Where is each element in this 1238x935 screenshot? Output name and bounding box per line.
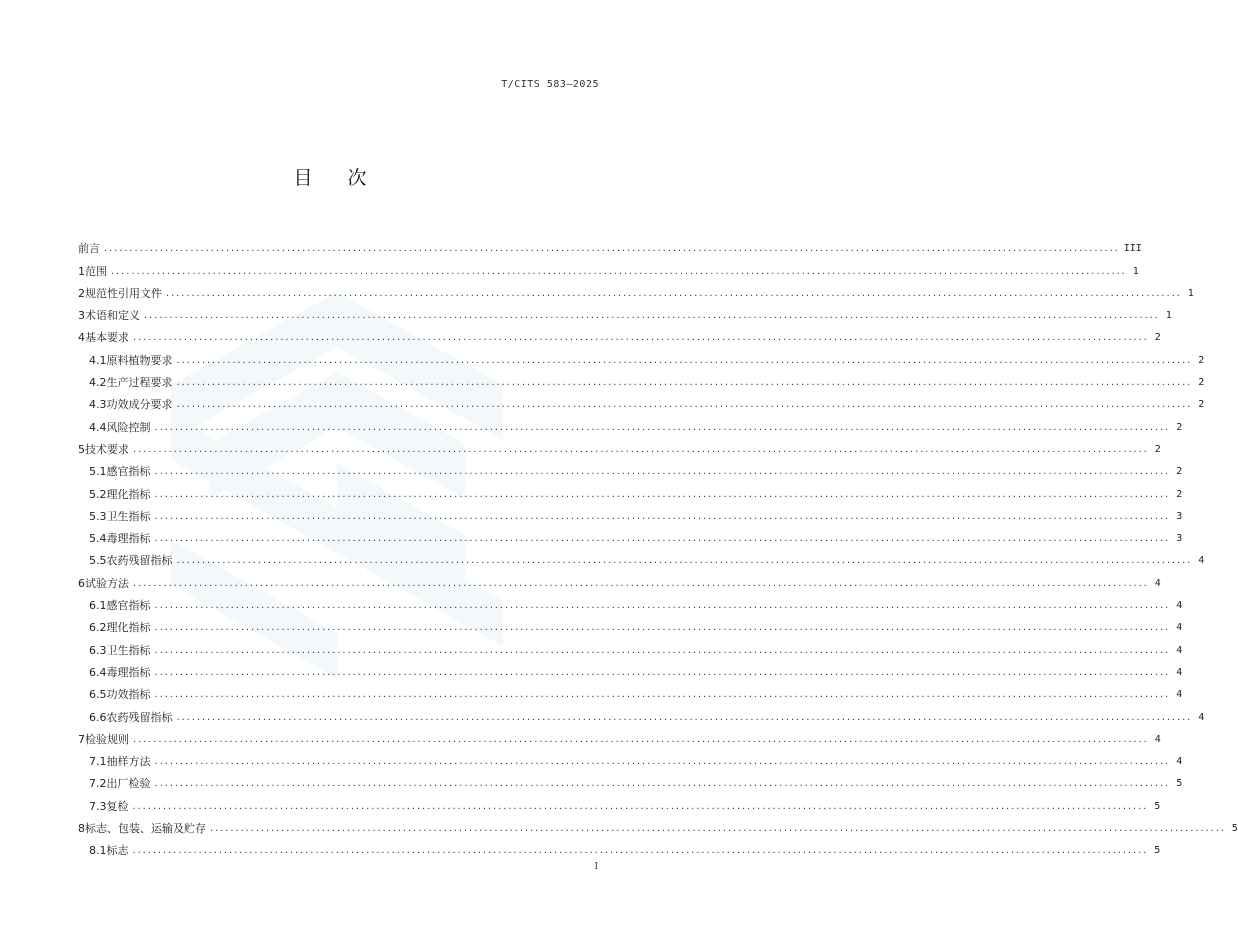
toc-entry[interactable] — [78, 345, 1205, 367]
toc-leader-dots: ........................................................................................................................................................................................................ — [133, 332, 1149, 344]
toc-leader-dots: ........................................................................................................................................................................................................ — [133, 733, 1149, 745]
toc-entry[interactable] — [78, 479, 1183, 501]
toc-entry-number: 5 — [78, 442, 85, 456]
toc-entry-number: 4.2 — [89, 376, 107, 390]
toc-leader-dots: ........................................................................................................................................................................................................ — [176, 354, 1193, 366]
toc-entry[interactable] — [78, 368, 1205, 390]
toc-entry-number: 6.2 — [89, 621, 107, 635]
toc-entry-page: 1 — [1132, 265, 1139, 277]
table-of-contents — [78, 234, 1238, 858]
toc-entry-page: 4 — [1198, 711, 1205, 723]
toc-entry-label: 前言 — [78, 242, 100, 256]
toc-entry-label: 标志 — [106, 844, 129, 858]
toc-entry-label: 功效指标 — [106, 688, 151, 702]
toc-entry-label: 复检 — [106, 799, 129, 813]
toc-entry-page: 2 — [1154, 332, 1161, 344]
toc-entry[interactable] — [78, 435, 1161, 457]
toc-entry[interactable] — [78, 725, 1161, 747]
toc-entry-page: 4 — [1176, 622, 1183, 634]
toc-entry-page: 4 — [1176, 689, 1183, 701]
toc-leader-dots: ........................................................................................................................................................................................................ — [154, 466, 1171, 478]
toc-entry-label: 检验规则 — [85, 732, 129, 746]
toc-leader-dots: ........................................................................................................................................................................................................ — [176, 377, 1193, 389]
toc-entry-label: 农药残留指标 — [106, 710, 173, 724]
toc-entry-label: 卫生指标 — [106, 643, 151, 657]
toc-entry-page: 4 — [1176, 666, 1183, 678]
toc-entry-number: 6.5 — [89, 688, 107, 702]
toc-entry-label: 毒理指标 — [106, 532, 151, 546]
toc-entry-number: 4 — [78, 331, 85, 345]
toc-entry-label: 基本要求 — [85, 331, 129, 345]
toc-entry-page: 1 — [1187, 287, 1194, 299]
toc-entry-label: 技术要求 — [85, 442, 129, 456]
toc-leader-dots: ........................................................................................................................................................................................................ — [144, 310, 1160, 322]
toc-entry-number: 5.5 — [89, 554, 107, 568]
toc-entry-label: 出厂检验 — [106, 777, 151, 791]
toc-entry-label: 标志、包装、运输及贮存 — [85, 822, 206, 836]
toc-entry-number: 3 — [78, 309, 85, 323]
toc-entry-page: 4 — [1154, 733, 1161, 745]
toc-entry-number: 6.3 — [89, 643, 107, 657]
toc-leader-dots: ........................................................................................................................................................................................................ — [154, 689, 1171, 701]
toc-leader-dots: ........................................................................................................................................................................................................ — [154, 666, 1171, 678]
toc-entry[interactable] — [78, 234, 1142, 256]
toc-leader-dots: ........................................................................................................................................................................................................ — [176, 555, 1193, 567]
toc-entry[interactable] — [78, 658, 1183, 680]
toc-entry-number: 5.2 — [89, 487, 107, 501]
toc-entry-number: 8.1 — [89, 844, 107, 858]
toc-entry-page: 5 — [1176, 778, 1183, 790]
toc-entry[interactable] — [78, 680, 1183, 702]
toc-entry[interactable] — [78, 613, 1183, 635]
toc-leader-dots: ........................................................................................................................................................................................................ — [154, 778, 1171, 790]
toc-entry-page: 3 — [1176, 510, 1183, 522]
toc-entry-page: 2 — [1176, 488, 1183, 500]
toc-leader-dots: ........................................................................................................................................................................................................ — [154, 533, 1171, 545]
toc-entry-page: 2 — [1198, 399, 1205, 411]
toc-entry-label: 感官指标 — [106, 465, 151, 479]
toc-entry-label: 理化指标 — [106, 487, 151, 501]
toc-leader-dots: ........................................................................................................................................................................................................ — [176, 399, 1193, 411]
toc-entry[interactable] — [78, 591, 1183, 613]
toc-leader-dots: ........................................................................................................................................................................................................ — [154, 488, 1171, 500]
toc-entry[interactable] — [78, 568, 1161, 590]
page-title — [0, 163, 661, 190]
title-char-2: 次 — [347, 167, 368, 189]
toc-entry-label: 毒理指标 — [106, 665, 151, 679]
toc-entry[interactable] — [78, 702, 1205, 724]
toc-entry-label: 术语和定义 — [85, 309, 140, 323]
toc-entry-page: 5 — [1154, 845, 1161, 857]
toc-entry-number: 1 — [78, 264, 85, 278]
toc-entry-number: 5.4 — [89, 532, 107, 546]
toc-entry-number: 6 — [78, 576, 85, 590]
toc-entry-page: 4 — [1176, 756, 1183, 768]
toc-entry[interactable] — [78, 323, 1161, 345]
toc-entry[interactable] — [78, 457, 1183, 479]
toc-entry-page: 3 — [1176, 533, 1183, 545]
toc-entry[interactable] — [78, 635, 1183, 657]
toc-entry-label: 感官指标 — [106, 599, 151, 613]
toc-entry[interactable] — [78, 301, 1172, 323]
toc-entry-number: 7.2 — [89, 777, 107, 791]
toc-leader-dots: ........................................................................................................................................................................................................ — [132, 800, 1149, 812]
toc-leader-dots: ........................................................................................................................................................................................................ — [176, 711, 1193, 723]
toc-entry[interactable] — [78, 791, 1161, 813]
toc-entry-label: 农药残留指标 — [106, 554, 173, 568]
toc-entry-label: 试验方法 — [85, 576, 129, 590]
toc-entry-label: 理化指标 — [106, 621, 151, 635]
toc-leader-dots: ........................................................................................................................................................................................................ — [133, 443, 1149, 455]
toc-entry-page: 4 — [1176, 600, 1183, 612]
toc-entry-page: 2 — [1176, 466, 1183, 478]
toc-entry-number: 4.4 — [89, 420, 107, 434]
toc-entry-number: 7 — [78, 732, 85, 746]
toc-entry-label: 卫生指标 — [106, 509, 151, 523]
toc-entry-label: 功效成分要求 — [106, 398, 173, 412]
toc-entry[interactable] — [78, 524, 1183, 546]
toc-leader-dots: ........................................................................................................................................................................................................ — [154, 510, 1171, 522]
toc-entry-page: 5 — [1231, 823, 1238, 835]
toc-entry-page: 2 — [1154, 443, 1161, 455]
toc-entry-number: 7.1 — [89, 755, 107, 769]
toc-entry[interactable] — [78, 412, 1183, 434]
toc-entry[interactable] — [78, 546, 1205, 568]
toc-entry-number: 6.1 — [89, 599, 107, 613]
toc-entry-page: 2 — [1198, 377, 1205, 389]
toc-entry[interactable] — [78, 747, 1183, 769]
toc-leader-dots: ........................................................................................................................................................................................................ — [104, 243, 1120, 255]
toc-entry-page: 2 — [1198, 354, 1205, 366]
toc-entry[interactable] — [78, 769, 1183, 791]
toc-leader-dots: ........................................................................................................................................................................................................ — [154, 421, 1171, 433]
page-folio: I — [594, 862, 598, 872]
toc-leader-dots: ........................................................................................................................................................................................................ — [210, 823, 1226, 835]
toc-entry-number: 4.3 — [89, 398, 107, 412]
toc-entry-page: 4 — [1154, 577, 1161, 589]
toc-entry[interactable] — [78, 390, 1205, 412]
toc-entry-page: III — [1123, 243, 1142, 255]
toc-entry-number: 2 — [78, 286, 85, 300]
toc-entry-number: 6.6 — [89, 710, 107, 724]
toc-entry-page: 5 — [1154, 800, 1161, 812]
toc-entry-label: 范围 — [85, 264, 107, 278]
standard-number: T/CITS 583—2025 — [501, 79, 599, 90]
toc-entry[interactable] — [78, 502, 1183, 524]
toc-leader-dots: ........................................................................................................................................................................................................ — [154, 756, 1171, 768]
toc-entry-number: 7.3 — [89, 799, 107, 813]
toc-entry-label: 原料植物要求 — [106, 353, 173, 367]
toc-leader-dots: ........................................................................................................................................................................................................ — [132, 845, 1149, 857]
toc-entry-label: 规范性引用文件 — [85, 286, 162, 300]
toc-entry-number: 5.3 — [89, 509, 107, 523]
toc-entry[interactable] — [78, 836, 1161, 858]
title-char-1: 目 — [293, 167, 314, 189]
toc-entry-label: 风险控制 — [106, 420, 151, 434]
toc-leader-dots: ........................................................................................................................................................................................................ — [154, 600, 1171, 612]
toc-leader-dots: ........................................................................................................................................................................................................ — [166, 287, 1182, 299]
toc-entry-number: 5.1 — [89, 465, 107, 479]
toc-entry-label: 抽样方法 — [106, 755, 151, 769]
toc-entry[interactable] — [78, 279, 1194, 301]
toc-entry-page: 4 — [1198, 555, 1205, 567]
toc-leader-dots: ........................................................................................................................................................................................................ — [111, 265, 1127, 277]
toc-leader-dots: ........................................................................................................................................................................................................ — [133, 577, 1149, 589]
toc-entry-page: 2 — [1176, 421, 1183, 433]
toc-entry-page: 1 — [1165, 310, 1172, 322]
toc-leader-dots: ........................................................................................................................................................................................................ — [154, 644, 1171, 656]
toc-leader-dots: ........................................................................................................................................................................................................ — [154, 622, 1171, 634]
toc-entry[interactable] — [78, 256, 1139, 278]
toc-entry[interactable] — [78, 814, 1238, 836]
toc-entry-number: 4.1 — [89, 353, 107, 367]
toc-entry-label: 生产过程要求 — [106, 376, 173, 390]
toc-entry-page: 4 — [1176, 644, 1183, 656]
toc-entry-number: 8 — [78, 822, 85, 836]
toc-entry-number: 6.4 — [89, 665, 107, 679]
